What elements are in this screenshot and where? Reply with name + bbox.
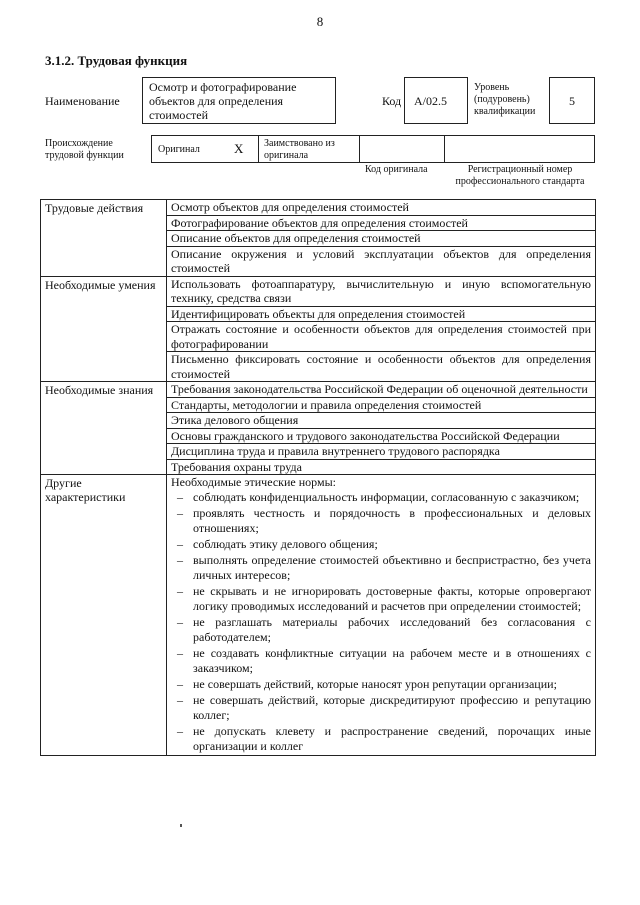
code-original-caption: Код оригинала — [365, 164, 428, 175]
list-item-text: соблюдать конфиденциальность информации, согласованную с заказчиком; — [193, 490, 580, 504]
original-mark: X — [234, 141, 244, 156]
table-row — [41, 475, 596, 756]
dash-bullet: – — [177, 693, 183, 707]
table-cell: Стандарты, методологии и правила определения стоимостей — [167, 397, 596, 413]
list-item — [171, 537, 591, 552]
function-name-box — [142, 77, 336, 124]
original-label: Оригинал — [158, 144, 200, 155]
table-cell: Идентифицировать объекты для определения стоимостей — [167, 306, 596, 322]
list-item — [171, 677, 591, 692]
original-box — [151, 135, 259, 163]
list-item-text: проявлять честность и порядочность в профессиональных и деловых отношениях; — [193, 506, 591, 535]
code-label: Код — [382, 94, 402, 108]
list-item-text: выполнять определение стоимостей объективно и беспристрастно, без учета личных интересов; — [193, 553, 591, 582]
table-cell: Требования охраны труда — [167, 459, 596, 475]
table-cell: Требования законодательства Российской Федерации об оценочной деятельности — [167, 382, 596, 398]
labor-function-table — [40, 199, 596, 756]
name-label: Наименование — [45, 94, 120, 108]
ethics-list — [171, 490, 591, 754]
list-item — [171, 490, 591, 505]
dash-bullet: – — [177, 490, 183, 504]
list-item — [171, 615, 591, 645]
table-cell: Письменно фиксировать состояние и особенности объектов для определения стоимостей — [167, 352, 596, 382]
other-characteristics-label: Другие характеристики — [41, 475, 167, 756]
table-row — [41, 382, 596, 398]
labor-actions-label: Трудовые действия — [41, 200, 167, 277]
table-cell: Использовать фотоаппаратуру, вычислительную и иную вспомогательную технику, средства связи — [167, 276, 596, 306]
required-skills-label: Необходимые умения — [41, 276, 167, 382]
borrowed-label: Заимствовано из оригинала — [264, 138, 335, 161]
table-cell: Описание объектов для определения стоимостей — [167, 231, 596, 247]
code-box — [404, 77, 468, 124]
section-title: 3.1.2. Трудовая функция — [45, 53, 188, 68]
table-cell: Отражать состояние и особенности объектов для определения стоимостей при фотографировании — [167, 322, 596, 352]
ethics-cell — [167, 475, 596, 756]
level-label: Уровень (подуровень) квалификации — [474, 82, 536, 117]
page-number: 8 — [316, 14, 324, 29]
dash-bullet: – — [177, 506, 183, 520]
list-item — [171, 506, 591, 536]
ethics-intro: Необходимые этические нормы: — [171, 475, 336, 489]
code-value: A/02.5 — [414, 94, 447, 108]
list-item-text: не скрывать и не игнорировать достоверные факты, которые опровергают логику проводимых исследований и расчетов при определении стоимостей; — [193, 584, 591, 613]
table-cell: Осмотр объектов для определения стоимостей — [167, 200, 596, 216]
table-cell: Основы гражданского и трудового законодательства Российской Федерации — [167, 428, 596, 444]
list-item-text: не совершать действий, которые наносят урон репутации организации; — [193, 677, 557, 691]
level-value: 5 — [569, 94, 575, 108]
reg-number-box — [444, 135, 595, 163]
list-item — [171, 553, 591, 583]
list-item — [171, 693, 591, 723]
function-name: Осмотр и фотографирование объектов для определения стоимостей — [149, 80, 297, 122]
table-cell: Фотографирование объектов для определения стоимостей — [167, 215, 596, 231]
original-code-box — [359, 135, 445, 163]
dash-bullet: – — [177, 615, 183, 629]
dash-bullet: – — [177, 553, 183, 567]
borrowed-box — [258, 135, 360, 163]
list-item-text: не разглашать материалы рабочих исследований без согласования с работодателем; — [193, 615, 591, 644]
list-item-text: не совершать действий, которые дискредитируют профессию и репутацию коллег; — [193, 693, 591, 722]
dash-bullet: – — [177, 724, 183, 738]
list-item — [171, 724, 591, 754]
list-item — [171, 646, 591, 676]
level-box — [549, 77, 595, 124]
reg-number-caption: Регистрационный номер профессионального стандарта — [455, 164, 585, 187]
table-row — [41, 276, 596, 306]
scan-artifact — [180, 824, 182, 827]
list-item-text: не создавать конфликтные ситуации на рабочем месте и в отношениях с заказчиком; — [193, 646, 591, 675]
list-item-text: не допускать клевету и распространение сведений, порочащих иные организации и коллег — [193, 724, 591, 753]
table-cell: Дисциплина труда и правила внутреннего трудового распорядка — [167, 444, 596, 460]
origin-label: Происхождение трудовой функции — [45, 138, 124, 161]
table-cell: Описание окружения и условий эксплуатации объектов для определения стоимостей — [167, 246, 596, 276]
table-cell: Этика делового общения — [167, 413, 596, 429]
dash-bullet: – — [177, 677, 183, 691]
dash-bullet: – — [177, 584, 183, 598]
table-row — [41, 200, 596, 216]
list-item-text: соблюдать этику делового общения; — [193, 537, 378, 551]
dash-bullet: – — [177, 646, 183, 660]
list-item — [171, 584, 591, 614]
dash-bullet: – — [177, 537, 183, 551]
required-knowledge-label: Необходимые знания — [41, 382, 167, 475]
